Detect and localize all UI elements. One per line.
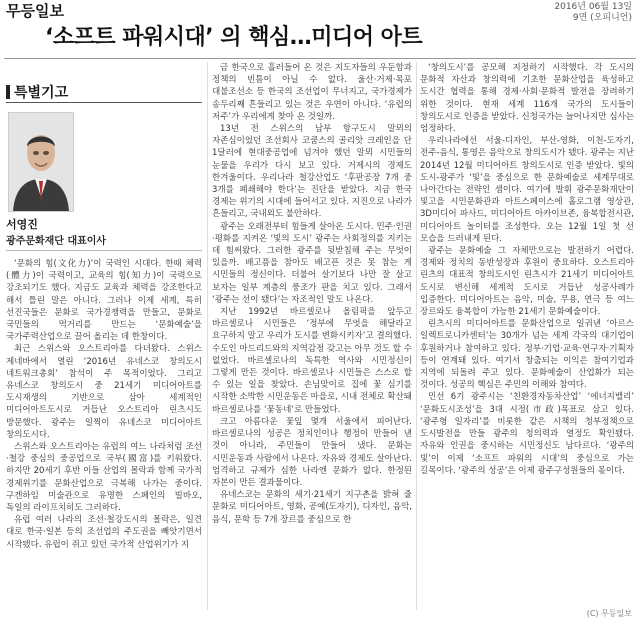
paragraph: 우리나라에선 서울-디자인, 부산-영화, 이천-도자기, 전주-음식, 통영은 음악으로 창의도시가 됐다. 광주는 지난 2014년 12월 미디어아트 창의도시로 인증 받았다. 빛의 도시-광주가 ‘빛’을 중심으로 한 문화예술로 세계무대로 나아간다는 전략인 셈이다. 여기에 발휘 광주문화재단이 빛고을 시민문화관과 아트스페이스에 홀로그램 영상관, 3D미디어 파사드, 미디어아트 아카이브존, 융복합전시관, 미디어아트 놀이터를 조성한다. 오는 12월 1일 첫 선 모습을 드러내게 된다. bbox=[420, 136, 634, 244]
author-portrait-icon bbox=[9, 113, 73, 211]
paragraph: 민선 6기 광주시는 ‘친환경자동차산업’ ‘에너지밸리’ ‘문화도시조성’을 3대 시정(市政)목표로 삼고 있다. ‘광주형 일자리’를 비롯한 같은 시책의 청부정책으로 도시발전을 만들 광주의 청의력과 열정도 확인됐다. 자유와 인권을 중시하는 시민정신도 남다르다. ‘광주의 빛’이 이제 ‘소프트 파워의 시대’의 중심으로 가는 길목이다. ‘광주의 성공’은 이제 광주구성원들의 몫이다. bbox=[420, 392, 634, 476]
author-title: 광주문화재단 대표이사 bbox=[6, 236, 107, 247]
footer-mark: (C) 무등일보 bbox=[586, 609, 632, 618]
author-rule bbox=[6, 250, 202, 251]
headline: ‘소프트 파워시대’ 의 핵심…미디어 아트 bbox=[45, 25, 423, 50]
paragraph: 최근 스위스와 오스트리아를 다녀왔다. 스위스 제네바에서 열린 ‘2016년 유네스코 창의도시 네트워크총회’ 참석이 주 목적이었다. 그리고 유네스코 창의도시 중 21세기 미디어아트를 도시재생의 기반으로 삼아 세계적인 미디어아트도시로 거듭난 오스트리아 린츠시도 방문했다. 광주는 일찍이 유네스코 미디어아트 창의도시다. bbox=[6, 344, 202, 440]
author-photo bbox=[8, 112, 74, 212]
paragraph: ‘문화의 힘(文化力)’이 국력인 시대다. 한때 체력(體力)이 국력이고, 교육의 힘(知力)이 국력으로 강조되기도 했다. 지금도 교육과 체력을 강조한다고 해서 틀린 말은 아니다. 그러나 이제 세계, 특히 선진국들은 문화로 국가경쟁력을 만들고, 문화로 국민들의 먹거리를 만드는 ‘문화예술’을 국가주력산업으로 끌어 올리는 데 한창이다. bbox=[6, 259, 202, 343]
paragraph: 광주는 문화예술 그 자체만으로는 발전하기 어렵다. 경제와 정치의 동반성장과 후원이 중요하다. 오스트리아 린츠의 대표적 창의도시인 린츠시가 21세기 미디어아트 도시로 변신해 세계적 도시로 거듭난 성공사례가 입증한다. 미디어아트는 음악, 미술, 무용, 연극 등 여느 장르와도 융복합이 가능한 21세기 문화예술이다. bbox=[420, 246, 634, 318]
paragraph: 린츠시의 미디어아트를 문화산업으로 일궈낸 ‘아르스 일렉트로니카센터’는 30개가 넘는 세계 각국의 대기업이 후원하거나 참여하고 있다. 정부·기업·교육·연구자·기획자 등이 연계돼 있다. 여기서 창출되는 이익은 참여기업과 지역에 되돌려 주고 있다. 문화예술이 산업화가 되는 것이다. 성공의 핵심은 주민의 이해와 참여다. bbox=[420, 319, 634, 391]
paragraph: 광주는 오래전부터 힘들게 살아온 도시다. 민주·인권·평화를 지켜온 ‘빛의 도시’ 광주는 사회정의를 지키는 데 힘써왔다. 그러한 광주를 뒷받침해 주는 무엇이 있을까. 배고픔을 참아도 배고픈 것은 못 참는 게 시민들의 정신이다. 더불어 살기보다 나만 잘 살고 보자는 일부 계층의 풍조가 판을 치고 있다. 그래서 ‘광주는 선이 됐다’는 자조적인 말도 나온다. bbox=[212, 221, 412, 305]
paragraph: 유네스코는 문화의 세기·21세기 지구촌을 밝혀 줄 문화로 미디어아트, 영화, 공예(도자기), 디자인, 음악, 음식, 문학 등 7개 장르를 중심으로 한 bbox=[212, 490, 412, 525]
date-line: 2016년 06월 13일 bbox=[554, 2, 632, 12]
author-name: 서영진 bbox=[6, 218, 38, 231]
column-separator bbox=[416, 62, 417, 610]
article-column-1 bbox=[6, 258, 202, 610]
date-info bbox=[554, 2, 632, 24]
section-label bbox=[6, 82, 68, 102]
paragraph: 유럽 여러 나라의 조선·철강도시의 몰락은, 일견 대로 한국·일본 등의 조선업의 주도권을 빼앗기면서 시작됐다. 유럽이 쥐고 있던 국가적 산업위기가 지 bbox=[6, 515, 202, 550]
masthead: 무등일보 bbox=[6, 2, 64, 20]
section-rule bbox=[6, 102, 202, 103]
paragraph: 지난 1992년 바르셀로나 올림픽을 앞두고 바르셀로나 시민들은 ‘정부에 무엇을 해달라고 요구하지 말고 우리가 도시를 변화시키자’고 결의했다. 수도인 마드리드와의 지역감정 갖고는 아무 것도 할 수 없었다. 바르셀로나의 독특한 역사와 시민정신이 그렇게 만든 것이다. 바르셀로나 시민들은 스스로 할 수 있는 일을 찾았다. 손님맞이로 집에 꽃 심기를 시작한 소박한 시민운동은 마을로, 시내 전체로 확산돼 바르셀로나를 ‘꽃동네’로 만들었다. bbox=[212, 307, 412, 415]
article-column-2 bbox=[212, 62, 412, 610]
article-column-3 bbox=[420, 62, 634, 602]
page-line: 9면 (오피니언) bbox=[572, 13, 632, 23]
paragraph: ‘창의도시’를 공모해 지정하기 시작했다. 각 도시의 문화적 자산과 창의력에 기초한 문화산업을 육성하고 도시간 협력을 통해 경제·사회·문화적 발전을 장려하기 위한 것이다. 현재 세계 116개 국가의 도시들이 창의도시로 인증을 받았다. 신청국가는 늘어나지만 심사는 엄정하다. bbox=[420, 63, 634, 135]
top-divider bbox=[4, 58, 636, 59]
paragraph: 크고 아름다운 꽃잎 몇개 서울에서 피어난다. 바르셀로나의 성공은 정치인이나 행정이 만들어 낸 것이 아니라, 주민들이 만들어 냈다. 문화는 시민운동과 사람에서 나온다. 자유와 경제도 살아난다. 엄격하고 규제가 심한 나라엔 문화가 없다. 한정된 자본이 만든 결과물이다. bbox=[212, 416, 412, 488]
column-separator bbox=[207, 62, 208, 610]
paragraph: 스위스와 오스트리아는 유럽의 여느 나라처럼 조선·철강 중심의 중공업으로 국부(國富)를 키워왔다. 하지만 20세기 후반 이들 산업의 몰락과 함께 국가적 경제위기를 문화산업으로 극복해 나가는 중이다. 구겐하임 미술관으로 유명한 스페인의 빌바오, 독일의 라이프치히도 그러하다. bbox=[6, 442, 202, 514]
section-label-text: 특별기고 bbox=[14, 85, 69, 101]
paragraph: 금 한국으로 흘러들어 온 것은 지도자들의 우둔함과 정책의 빈틈이 아닐 수 없다. 울산·거제·목포 대불조선소 등 한국의 조선업이 무너지고, 국가경제가 송두리째 흔들리고 있는 것은 우연이 아니다. ‘유럽의 저주’가 우리에게 찾아 온 것일까. bbox=[212, 63, 412, 122]
paragraph: 13년 전 스위스의 남부 항구도시 말뫼의 자존심이었던 조선회사 코쿰스의 골리앗 크레인을 단 1달러에 현대중공업에 넘겨야 했던 말뫼 시민들의 눈물을 우리가 다시 보고 있다. 거제시의 경제도 한겨울이다. 우리나라 철강산업도 ‘후판공장 7개 중 3개를 폐쇄해야 한다’는 진단을 받았다. 지금 한국 경제는 위기의 시대에 들어서고 있다. 지진으로 나라가 흔들리고, 국내외도 불안하다. bbox=[212, 124, 412, 220]
section-bar-icon bbox=[6, 85, 10, 99]
